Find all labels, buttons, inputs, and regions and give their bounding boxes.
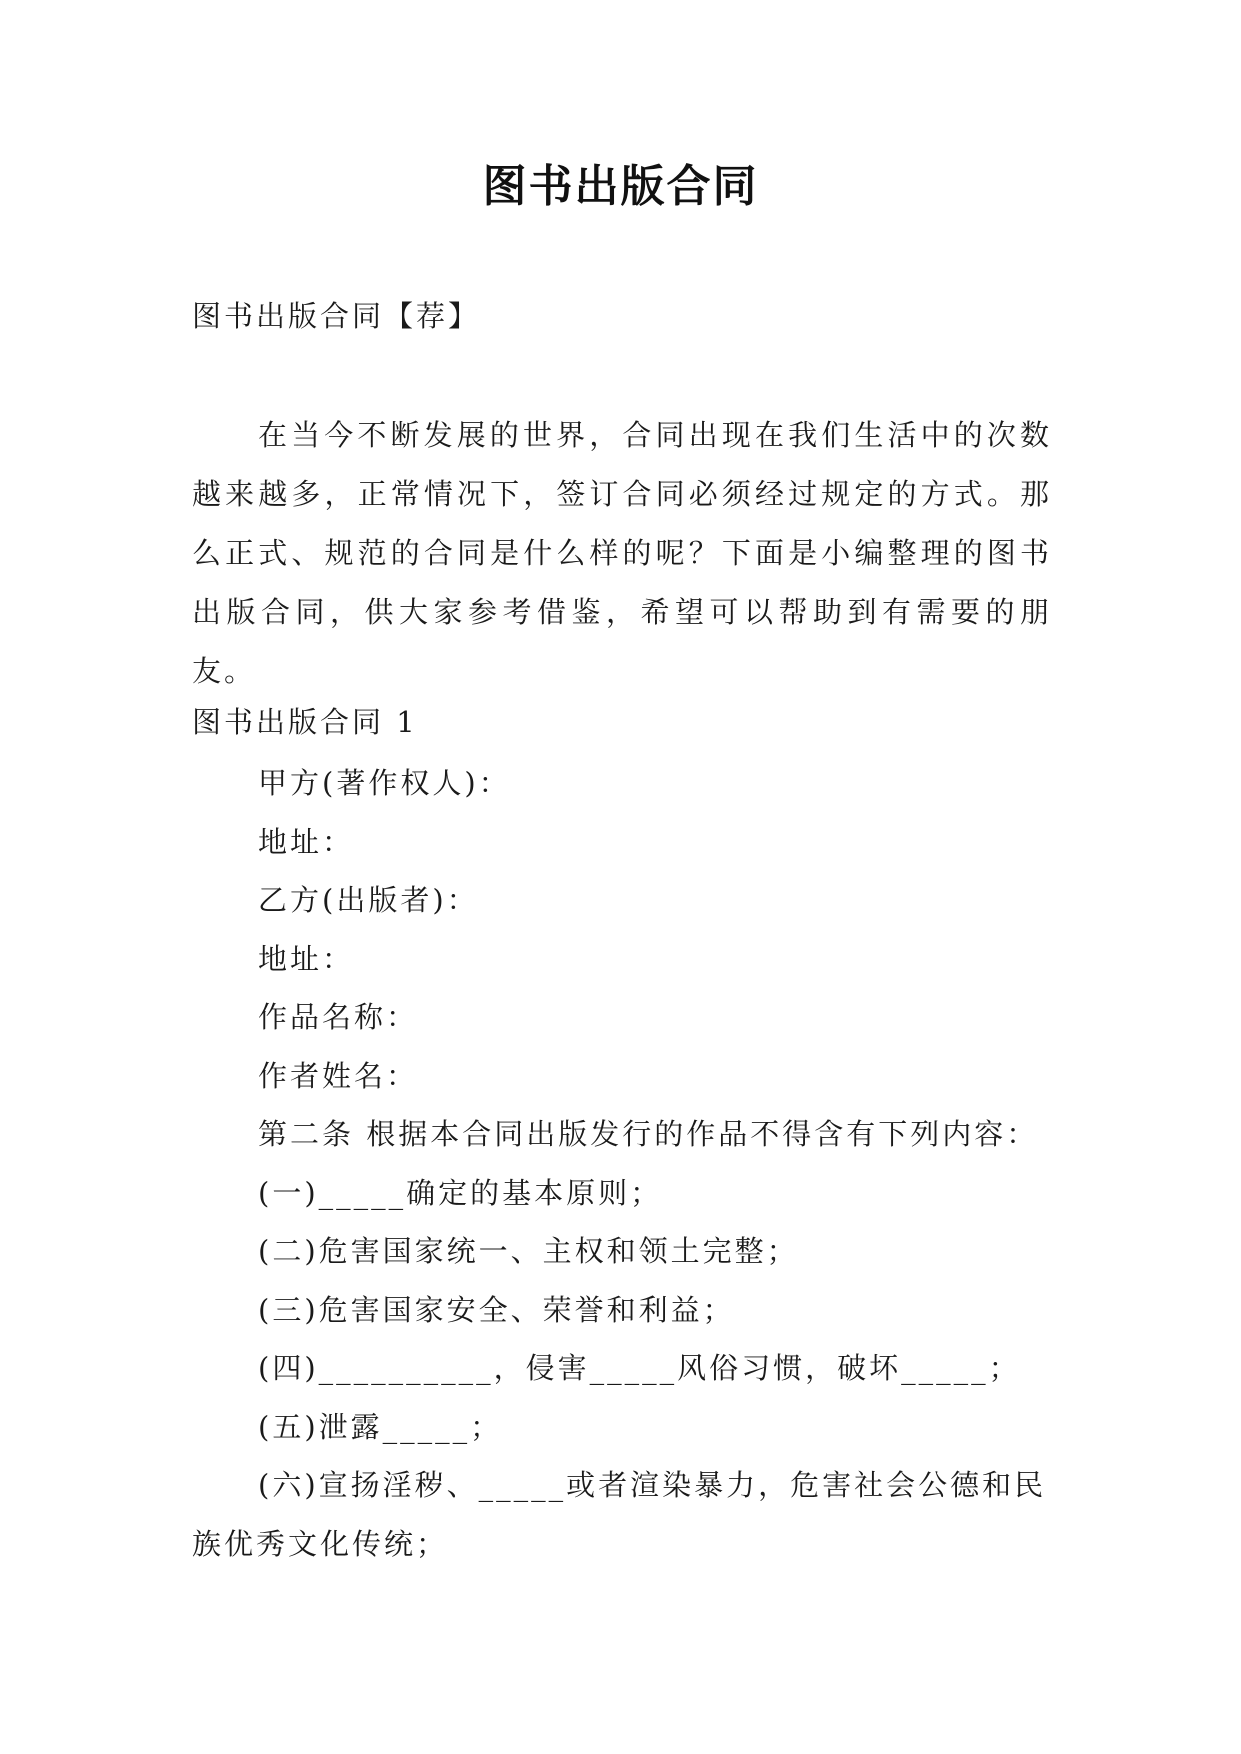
author-name-line: 作者姓名： <box>258 1058 419 1093</box>
document-title: 图书出版合同 <box>482 161 759 212</box>
clause-item: (二)危害国家统一、主权和领土完整； <box>258 1234 799 1268</box>
section-heading: 图书出版合同 1 <box>192 705 418 739</box>
party-b-line: 乙方(出版者)： <box>258 883 479 917</box>
clause-item: (四)__________，侵害_____风俗习惯，破坏_____； <box>258 1351 1021 1385</box>
party-a-line: 甲方(著作权人)： <box>258 766 511 800</box>
work-title-line: 作品名称： <box>258 1000 419 1034</box>
contract-lines <box>192 754 1052 1573</box>
document-subtitle: 图书出版合同【荐】 <box>192 299 481 333</box>
clause-item: (三)危害国家安全、荣誉和利益； <box>258 1292 735 1327</box>
party-a-address-line: 地址： <box>258 824 355 859</box>
clause-item: (五)泄露_____； <box>258 1409 503 1444</box>
intro-paragraph: 在当今不断发展的世界，合同出现在我们生活中的次数越来越多，正常情况下，签订合同必须经过规定的方式。那么正式、规范的合同是什么样的呢？下面是小编整理的图书出版合同，供大家参考借鉴，希望可以帮助到有需要的朋友。 <box>192 418 1052 688</box>
clause-item: (一)_____确定的基本原则； <box>258 1175 663 1210</box>
article-two-line: 第二条 根据本合同出版发行的作品不得含有下列内容： <box>258 1117 1039 1151</box>
party-b-address-line: 地址： <box>258 941 355 976</box>
clause-item: (六)宣扬淫秽、_____或者渲染暴力，危害社会公德和民族优秀文化传统； <box>192 1468 1047 1561</box>
